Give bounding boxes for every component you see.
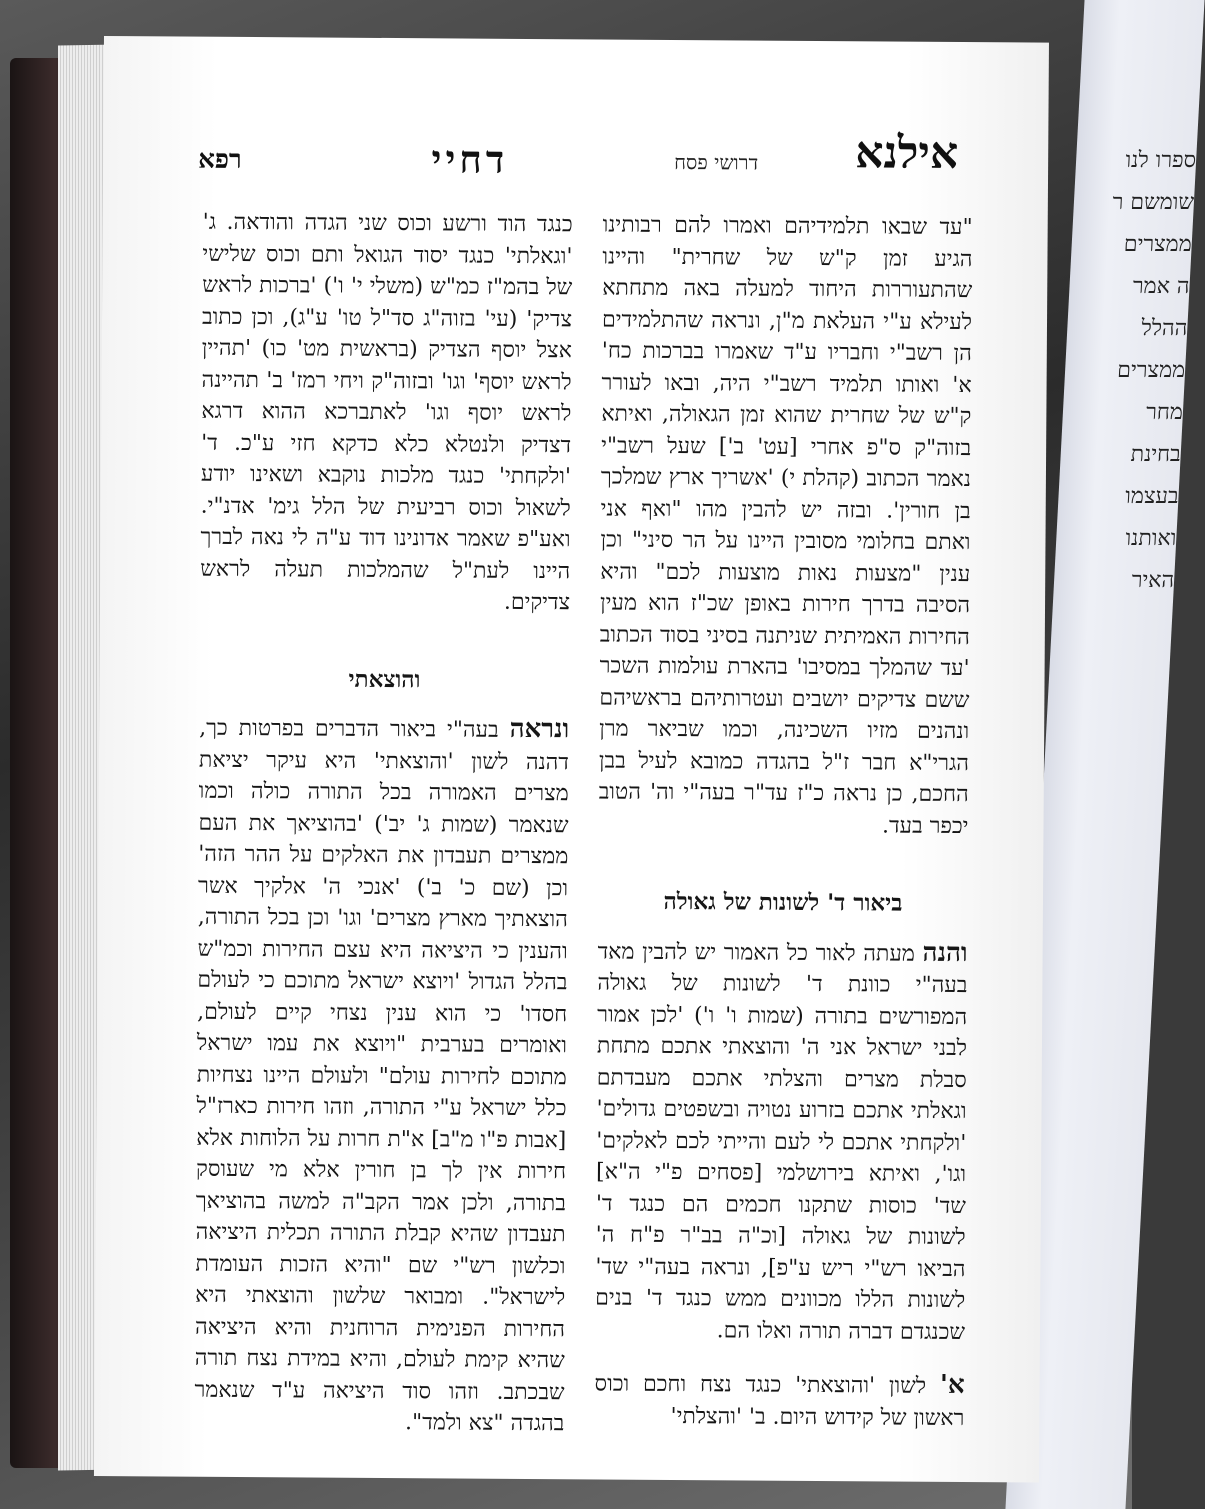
- facing-page-line: בחינת: [1130, 442, 1182, 467]
- facing-page-line: ואותנו: [1124, 526, 1177, 551]
- paragraph-text: בעה"י ביאור הדברים בפרטות כך, דהנה לשון 'והוצאתי' היא עיקר יציאת מצרים האמורה בכל התורה כולה וכמו שנאמר (שמות ג' יב') 'בהוציאך את העם ממצרים תעבדון את האלקים על ההר הזה' וכן (שם כ' ב') 'אנכי ה' אלקיך אשר הוצאתיך מארץ מצרים' וגו' וכן בכל התורה, והענין כי היציאה היא עצם החירות וכמ"ש בהלל הגדול 'ויוצא ישראל מתוכם כי לעולם חסדו' כי הוא ענין נצחי קיים לעולם, ואומרים בערבית "ויוצא את עמו ישראל מתוכם לחירות עולם" ולעולם היינו נצחיות כלל ישראל ע"י התורה, וזהו חירות כארז"ל [אבות פ"ו מ"ב] א"ת חרות על הלוחות אלא חירות אין לך בן חורין אלא מי שעוסק בתורה, ולכן אמר הקב"ה למשה בהוציאך תעבדון שהיא קבלת התורה תכלית היציאה וכלשון רש"י שם "והיא הזכות העומדת לישראל". ומבואר שלשון והוצאתי היא החירות הפנימית הרוחנית והיא היציאה שהיא קימת לעולם, והיא במידת נצח תורה שבכתב. וזהו סוד היציאה ע"ד שנאמר בהגדה "צא ולמד".: [194, 715, 570, 1437]
- facing-page-line: ספרו לנו: [1124, 148, 1197, 173]
- left-column: [194, 207, 573, 1440]
- right-column: [594, 209, 973, 1434]
- facing-page-line: בעצמו: [1124, 484, 1180, 509]
- center-title: דחיי: [431, 136, 509, 182]
- facing-page-line: ממצרים: [1116, 358, 1186, 383]
- facing-page-line: האיר: [1131, 568, 1175, 593]
- section-heading: ביאור ד' לשונות של גאולה: [663, 887, 903, 917]
- page-number: רפא: [198, 144, 242, 175]
- facing-page-line: מחר: [1145, 400, 1184, 425]
- lead-word: והנה: [922, 937, 968, 968]
- paragraph: "עד שבאו תלמידיהם ואמרו להם רבותינו הגיע זמן ק"ש של שחרית" והיינו שהתעוררות היחוד למעלה באה מתחתא לעילא ע"י העלאת מ"ן, ונראה שהתלמידים הן רשב"י וחבריו ע"ד שאמרו בברכות כח' א' ואותו תלמיד רשב"י היה, ובאו לעורר ק"ש של שחרית שהוא זמן הגאולה, ואיתא בזוה"ק ס"פ אחרי [עט' ב'] שעל רשב"י נאמר הכתוב (קהלת י) 'אשריך ארץ שמלכך בן חורין'. ובזה יש להבין מהו "ואף אני ואתם בחלומי מסובין היינו על הר סיני" וכן ענין "מצעות נאות מוצעות לכם" והיא הסיבה בדרך חירות באופן שכ"ז הוא מעין החירות האמיתית שניתנה בסיני בסוד הכתוב 'עד שהמלך במסיבו' בהארת עולמות השכר ששם צדיקים יושבים ועטרותיהם בראשיהם ונהנים מזיו השכינה, וכמו שביאר מרן הגרי"א חבר ז"ל בהגדה כמובא לעיל בבן החכם, כן נראה כ"ז עד"ר בעה"י וה' הטוב יכפר בעד.: [598, 212, 973, 839]
- facing-page-text: [1103, 140, 1197, 602]
- facing-page-line: ה אמר: [1132, 274, 1191, 299]
- section-title: דרושי פסח: [674, 149, 759, 175]
- section-heading: והוצאתי: [348, 665, 421, 693]
- page-header: [198, 123, 958, 188]
- lead-word: ונראה: [509, 713, 570, 745]
- book-page: [94, 36, 1049, 1483]
- paragraph: [194, 712, 569, 1440]
- book-title: אילנא: [855, 127, 959, 179]
- paragraph: [594, 1367, 964, 1434]
- paragraph: כנגד הוד ורשע וכוס שני הגדה והודאה. ג' 'וגאלתי' כנגד יסוד הגואל ותם וכוס שלישי של בהמ"ז כמ"ש (משלי י' ו') 'ברכות לראש צדיק' (עי' בזוה"ג סד"ל טו' ע"ג), וכן כתוב אצל יוסף הצדיק (בראשית מט' כו) 'תהיין לראש יוסף' וגו' ובזוה"ק ויחי רמז' ב' תהיינה לראש יוסף וגו' לאתברכא ההוא דרגא דצדיק ולנטלא כלא כדקא חזי ע"כ. ד' 'ולקחתי' כנגד מלכות נוקבא ושאינו יודע לשאול וכוס רביעית של הלל גימ' אדנ"י. ואע"פ שאמר אדונינו דוד ע"ה לי נאה לברך היינו לעת"ל שהמלכות תעלה לראש צדיקים.: [200, 209, 573, 616]
- facing-page-line: ממצרים: [1123, 232, 1193, 257]
- paragraph-text: מעתה לאור כל האמור יש להבין מאד בעה"י כוונת ד' לשונות של גאולה המפורשים בתורה (שמות ו' ו') 'לכן אמור לבני ישראל אני ה' והוצאתי אתכם מתחת סבלת מצרים והצלתי אתכם מעבדתם וגאלתי אתכם בזרוע נטויה ובשפטים גדולים' 'ולקחתי אתכם לי לעם והייתי לכם לאלקים' וגו', ואיתא בירושלמי [פסחים פ"י ה"א] שד' כוסות שתקנו חכמים הם כנגד ד' לשונות של גאולה [וכ"ה בב"ר פ"ח ה' הביאו רש"י ריש ע"פ], ונראה בעה"י שד' לשונות הללו מכוונים ממש כנגד ד' בנים שכנגדם דברה תורה ואלו הם.: [595, 938, 968, 1345]
- paragraph-text: לשון 'והוצאתי' כנגד נצח וחכם וכוס ראשון של קידוש היום. ב' 'והצלתי': [594, 1371, 965, 1431]
- lead-word: א': [939, 1369, 965, 1401]
- facing-page-line: ההלל: [1140, 316, 1188, 341]
- facing-page-line: שומשם ר: [1111, 190, 1195, 215]
- paragraph: [595, 935, 968, 1348]
